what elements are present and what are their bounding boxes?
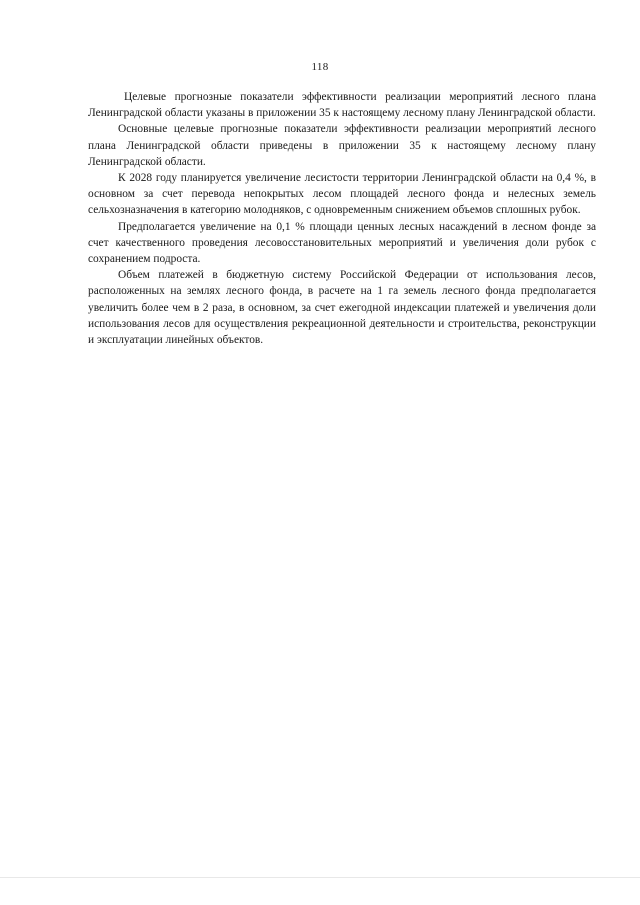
paragraph-forest-cover: К 2028 году планируется увеличение лесистости территории Ленинградской области на 0,4 %, в основном за счет перевода непокрытых лесом площадей лесного фонда и нелесных земель сельхозназначения в категорию молодняков, с одновременным снижением объемов сплошных рубок. [88, 172, 596, 217]
paragraph-main-indicators: Основные целевые прогнозные показатели эффективности реализации мероприятий лесного плана Ленинградской области приведены в приложении 35 к настоящему лесному плану Ленинградской области. [88, 123, 596, 168]
paragraph-budget-payments: Объем платежей в бюджетную систему Российской Федерации от использования лесов, расположенных на землях лесного фонда, в расчете на 1 га земель лесного фонда предполагается увеличить более чем в 2 раза, в основном, за счет ежегодной индексации платежей и увеличения доли использования лесов для осуществления рекреационной деятельности и строительства, реконструкции и эксплуатации линейных объектов. [88, 269, 596, 347]
scan-bottom-edge [0, 877, 640, 878]
paragraph-target-indicators: Целевые прогнозные показатели эффективности реализации мероприятий лесного плана Ленинградской области указаны в приложении 35 к настоящему лесному плану Ленинградской области. [88, 91, 596, 120]
document-body [88, 89, 596, 348]
paragraph-valuable-plantings: Предполагается увеличение на 0,1 % площади ценных лесных насаждений в лесном фонде за счет качественного проведения лесовосстановительных мероприятий и увеличения доли рубок с сохранением подроста. [88, 220, 596, 266]
page-number: 118 [311, 61, 329, 73]
